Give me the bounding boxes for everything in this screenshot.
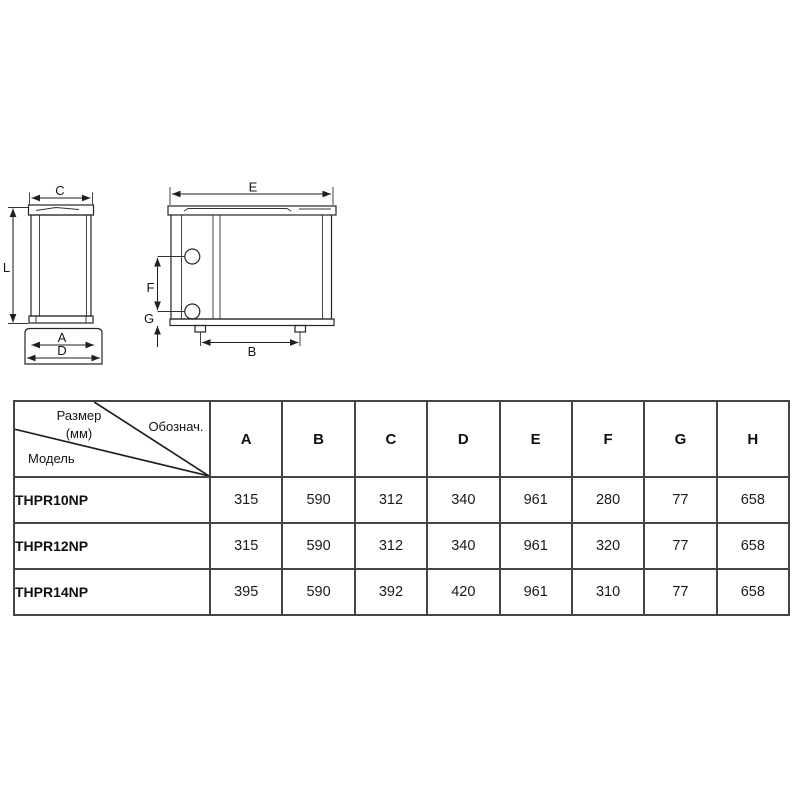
dim-label-g: G: [143, 311, 155, 326]
front-body-panel-lines: [182, 215, 323, 319]
value-cell: 320: [572, 523, 644, 569]
value-cell: 590: [282, 523, 354, 569]
size-unit-text: (мм): [65, 425, 93, 441]
column-header-c: C: [355, 401, 427, 477]
front-body-outline: [171, 215, 332, 319]
model-cell: THPR10NP: [14, 477, 210, 523]
side-strip-tabs: [36, 316, 86, 323]
dimensions-table: [13, 400, 790, 616]
value-cell: 340: [427, 523, 499, 569]
value-cell: 961: [500, 569, 572, 615]
front-left-foot: [195, 326, 206, 333]
table-row: [14, 523, 789, 569]
value-cell: 590: [282, 477, 354, 523]
value-cell: 77: [644, 477, 716, 523]
value-cell: 77: [644, 523, 716, 569]
value-cell: 315: [210, 477, 282, 523]
front-view-drawing: [144, 180, 336, 360]
table-header-row: [14, 401, 789, 477]
value-cell: 658: [717, 523, 789, 569]
value-cell: 312: [355, 523, 427, 569]
dim-label-d: D: [57, 343, 67, 358]
upper-pipe-connection-icon: [185, 249, 200, 264]
column-header-f: F: [572, 401, 644, 477]
value-cell: 77: [644, 569, 716, 615]
model-cell: THPR14NP: [14, 569, 210, 615]
lower-pipe-connection-icon: [185, 304, 200, 319]
dim-label-f: F: [146, 280, 155, 295]
value-cell: 315: [210, 523, 282, 569]
dim-label-c: C: [55, 183, 65, 198]
value-cell: 392: [355, 569, 427, 615]
dim-label-b: B: [247, 344, 257, 359]
side-cap-detail: [36, 208, 79, 211]
front-bottom-strip: [170, 319, 334, 326]
value-cell: 961: [500, 523, 572, 569]
value-cell: 310: [572, 569, 644, 615]
front-cap-detail: [184, 209, 331, 212]
column-header-g: G: [644, 401, 716, 477]
table-row: [14, 477, 789, 523]
side-body: [31, 215, 91, 316]
dim-label-a: A: [57, 330, 67, 345]
value-cell: 658: [717, 569, 789, 615]
corner-model-label: Модель: [28, 451, 75, 466]
column-header-d: D: [427, 401, 499, 477]
column-header-e: E: [500, 401, 572, 477]
size-text: Размер: [56, 408, 102, 423]
corner-designation-label: Обознач.: [148, 419, 204, 434]
dimension-drawings: [0, 175, 370, 375]
front-right-foot: [295, 326, 306, 333]
side-view-drawing: [3, 183, 102, 364]
column-header-b: B: [282, 401, 354, 477]
model-cell: THPR12NP: [14, 523, 210, 569]
table-row: [14, 569, 789, 615]
value-cell: 395: [210, 569, 282, 615]
value-cell: 312: [355, 477, 427, 523]
front-top-cap: [168, 206, 336, 215]
corner-size-label: [27, 407, 131, 442]
value-cell: 590: [282, 569, 354, 615]
dim-label-l: L: [2, 260, 11, 275]
side-body-panel-lines: [40, 215, 87, 316]
value-cell: 420: [427, 569, 499, 615]
value-cell: 340: [427, 477, 499, 523]
table-corner-cell: [14, 401, 210, 477]
value-cell: 280: [572, 477, 644, 523]
value-cell: 658: [717, 477, 789, 523]
l-extension-lines: [8, 208, 28, 324]
column-header-h: H: [717, 401, 789, 477]
value-cell: 961: [500, 477, 572, 523]
column-header-a: A: [210, 401, 282, 477]
dim-label-e: E: [248, 179, 258, 195]
side-bottom-strip: [29, 316, 93, 323]
